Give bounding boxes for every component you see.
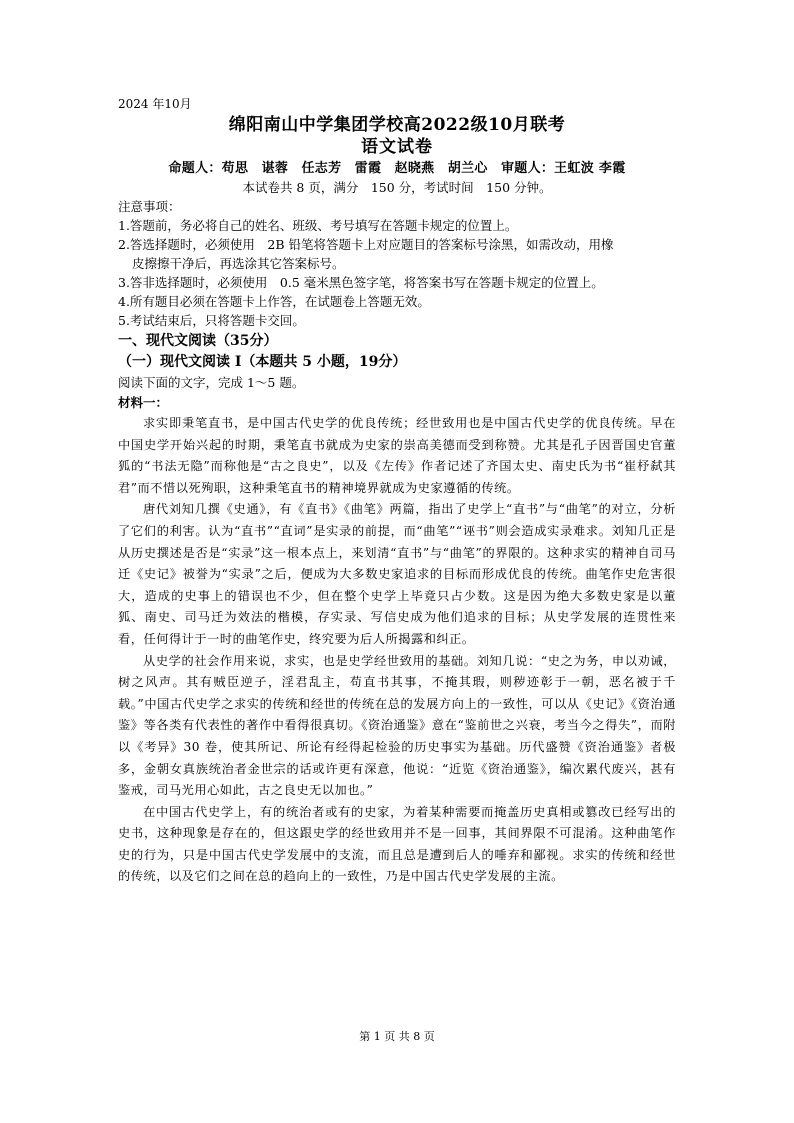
exam-title: 绵阳南山中学集团学校高2022级10月联考 (228, 115, 566, 135)
passage-paragraph: 求实即秉笔直书，是中国古代史学的优良传统；经世致用也是中国古代史学的优良传统。早在中国史学开始兴起的时期，秉笔直书就成为史家的崇高美德而受到称赞。尤其是孔子因晋国史官董狐的“书法无隐”而称他是“古之良史”，以及《左传》作者记述了齐国太史、南史氏为书“崔杼弑其君”而不惜以死殉职，这种秉笔直书的精神境界就成为史家遵循的传统。 (118, 416, 676, 495)
passage-paragraph: 在中国古代史学上，有的统治者或有的史家，为着某种需要而掩盖历史真相或篡改已经写出的史书，这种现象是存在的，但这跟史学的经世致用并不是一回事，其间界限不可混淆。这种曲笔作史的行为，只是中国古代史学发展中的支流，而且总是遭到后人的唾弃和鄙视。求实的传统和经世的传统，以及它们之间在总的趋向上的一致性，乃是中国古代史学发展的主流。 (118, 804, 676, 884)
exam-subtitle: 语文试卷 (361, 137, 433, 157)
page-footer: 第 1 页 共 8 页 (359, 1030, 435, 1043)
exam-info: 本试卷共 8 页，满分 150 分，考试时间 150 分钟。 (242, 180, 552, 195)
section-heading: 一、现代文阅读（35分） (118, 333, 278, 349)
note-item: 2.答选择题时，必须使用 2B 铅笔将答题卡上对应题目的答案标号涂黑，如需改动，用橡 (118, 237, 614, 252)
note-item: 1.答题前，务必将自己的姓名、班级、考号填写在答题卡规定的位置上。 (118, 218, 518, 233)
material-label: 材料一： (118, 395, 169, 410)
page-content (118, 96, 676, 888)
passage-paragraph: 从史学的社会作用来说，求实，也是史学经世致用的基础。刘知几说：“史之为务，申以劝诫，树之风声。其有贼臣逆子，淫君乱主，苟直书其事，不掩其瑕，则秽迹彰于一朝，恶名被于千载。”中国古代史学之求实的传统和经世的传统在总的发展方向上的一致性，可以从《史记》《资治通鉴》等各类有代表性的著作中看得很真切。《资治通鉴》意在“鉴前世之兴衰，考当今之得失”，而附以《考异》30 卷，使其所记、所论有经得起检验的历史事实为基础。历代盛赞《资治通鉴》者极多，金朝女真族统治者金世宗的话或许更有深意，他说：“近览《资治通鉴》，编次累代废兴，甚有鉴戒，司马光用心如此，古之良史无以加也。” (118, 653, 676, 798)
reading-instruction: 阅读下面的文字，完成 1～5 题。 (118, 375, 305, 390)
exam-date: 2024 年10月 (118, 97, 192, 111)
note-item: 3.答非选择题时，必须使用 0.5 毫米黑色签字笔，将答案书写在答题卡规定的位置上。 (118, 275, 604, 290)
note-item: 皮擦擦干净后，再选涂其它答案标号。 (132, 256, 345, 271)
passage-paragraph: 唐代刘知几撰《史通》，有《直书》《曲笔》两篇，指出了史学上“直书”与“曲笔”的对立，分析了它们的利害。认为“直书”“直词”是实录的前提，而“曲笔”“诬书”则会造成实录难求。刘知几正是从历史撰述是否是“实录”这一根本点上，来划清“直书”与“曲笔”的界限的。这种求实的精神自司马迁《史记》被誉为“实录”之后，便成为大多数史家追求的目标而形成优良的传统。曲笔作史危害很大，造成的史事上的错误也不少，但在整个史学上毕竟只占少数。这是因为绝大多数史家是以董狐、南史、司马迁为效法的楷模，存实录、写信史成为他们追求的目标；从史学发展的连贯性来看，任何得计于一时的曲笔作史，终究要为后人所揭露和纠正。 (118, 502, 676, 646)
exam-authors: 命题人：苟思 谌蓉 任志芳 雷霞 赵晓燕 胡兰心 审题人：王虹波 李霞 (168, 161, 626, 176)
note-item: 5.考试结束后，只将答题卡交回。 (118, 313, 305, 328)
notes-title: 注意事项： (118, 199, 181, 214)
note-item: 4.所有题目必须在答题卡上作答，在试题卷上答题无效。 (118, 294, 430, 309)
subsection-heading: （一）现代文阅读 I（本题共 5 小题，19分） (118, 354, 407, 370)
